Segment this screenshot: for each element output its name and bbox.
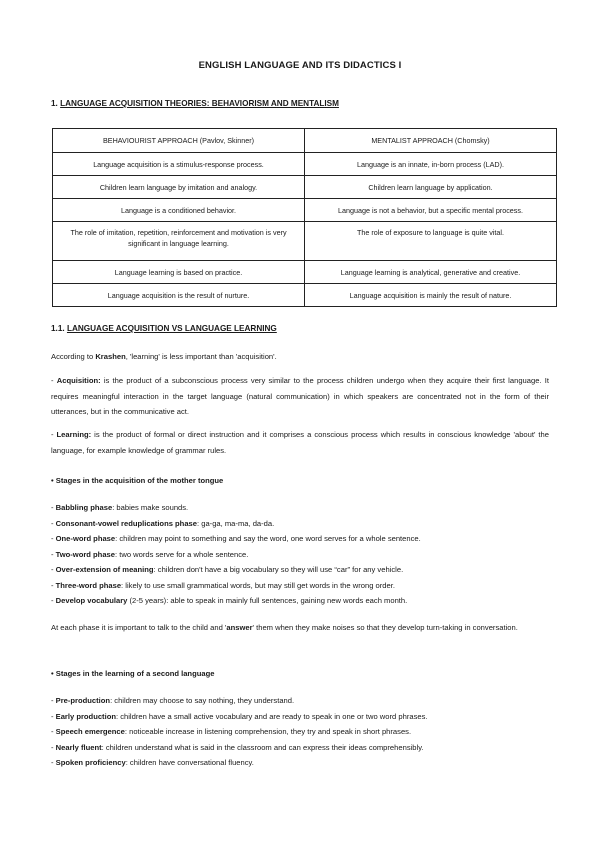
table-cell: Children learn language by imitation and analogy. (53, 176, 305, 199)
stages-mother-list (51, 500, 561, 609)
list-item: - Pre-production: children may choose to say nothing, they understand. (51, 696, 295, 705)
list-item: - Two-word phase: two words serve for a whole sentence. (51, 549, 249, 559)
table-cell: Language is an innate, in-born process (LAD). (305, 153, 557, 176)
list-item-text: (2-5 years): able to speak in mainly full sentences, gaining new words each month. (127, 596, 408, 605)
list-item-text: : children don't have a big vocabulary so they will use “car” for any vehicle. (153, 565, 404, 574)
table-row (53, 222, 557, 261)
comparison-table (52, 128, 557, 307)
list-item: - Early production: children have a small active vocabulary and are ready to speak in one or two word phrases. (51, 711, 428, 721)
list-item-term: Three-word phase (55, 580, 122, 590)
stages-second-list (51, 693, 561, 771)
table-cell: Language acquisition is a stimulus-response process. (53, 153, 305, 176)
list-item-term: Two-word phase (55, 549, 115, 559)
list-item-text: : ga-ga, ma-ma, da-da. (197, 518, 275, 528)
table-cell: Children learn language by application. (305, 176, 557, 199)
list-item-term: Nearly fluent (55, 742, 102, 752)
phase-note-paragraph (51, 620, 549, 636)
list-item: - Nearly fluent: children understand what is said in the classroom and can express their ideas comprehensibly. (51, 742, 424, 752)
list-item-text: : children understand what is said in the classroom and can express their ideas comprehensibly. (101, 742, 424, 752)
krashen-name: Krashen (95, 352, 126, 361)
table-cell: Language learning is based on practice. (53, 261, 305, 284)
list-item-term: Develop vocabulary (55, 596, 128, 605)
list-item-term: Early production (55, 711, 116, 721)
table-header-mentalist: MENTALIST APPROACH (Chomsky) (305, 129, 557, 153)
phase-note-bold: answer (226, 623, 253, 632)
table-cell: Language is a conditioned behavior. (53, 199, 305, 222)
list-item: - Over-extension of meaning: children don't have a big vocabulary so they will use “car” for any vehicle. (51, 565, 404, 574)
acquisition-paragraph (51, 373, 549, 420)
list-item-text: : children may choose to say nothing, they understand. (110, 696, 295, 705)
table-cell: Language acquisition is the result of nurture. (53, 284, 305, 307)
list-item-text: : children may point to something and say the word, one word serves for a whole sentence. (115, 534, 421, 543)
krashen-pre: According to (51, 352, 96, 361)
list-item: - Babbling phase: babies make sounds. (51, 503, 189, 512)
list-item-text: : noticeable increase in listening comprehension, they try and speak in short phrases. (124, 727, 412, 736)
learning-term: Learning: (56, 430, 92, 439)
section-1-heading (51, 99, 339, 108)
table-cell: Language acquisition is mainly the result of nature. (305, 284, 557, 307)
section-1-1-number: 1.1. (51, 324, 65, 333)
section-1-number: 1. (51, 99, 58, 108)
table-cell: The role of imitation, repetition, reinforcement and motivation is very significant in language learning. (53, 222, 305, 261)
acquisition-term: Acquisition: (56, 376, 101, 385)
list-item-term: Babbling phase (55, 503, 113, 512)
phase-note-pre: At each phase it is important to talk to the child and ' (51, 623, 227, 632)
stages-second-heading: • Stages in the learning of a second language (51, 669, 215, 678)
section-1-title: LANGUAGE ACQUISITION THEORIES: BEHAVIORISM AND MENTALISM (60, 99, 339, 108)
krashen-post: , 'learning' is less important than 'acquisition'. (125, 352, 277, 361)
list-item: - Three-word phase: likely to use small grammatical words, but may still get words in the wrong order. (51, 580, 395, 590)
acquisition-dash: - (51, 376, 57, 385)
list-item-term: Speech emergence (55, 727, 125, 736)
stages-mother-heading: • Stages in the acquisition of the mother tongue (51, 476, 224, 485)
section-1-1-heading (51, 324, 277, 333)
table-cell: Language is not a behavior, but a specific mental process. (305, 199, 557, 222)
phase-note-post: ' them when they make noises so that they develop turn-taking in conversation. (252, 623, 518, 632)
list-item-text: : children have a small active vocabulary and are ready to speak in one or two word phrases. (115, 711, 428, 721)
table-header-row (53, 129, 557, 153)
list-item: - Spoken proficiency: children have conversational fluency. (51, 758, 254, 767)
list-item-term: Spoken proficiency (55, 758, 126, 767)
table-row (53, 284, 557, 307)
table-cell: The role of exposure to language is quite vital. (305, 222, 557, 261)
list-item-text: : children have conversational fluency. (125, 758, 254, 767)
list-item-term: Pre-production (55, 696, 111, 705)
list-item: - Speech emergence: noticeable increase in listening comprehension, they try and speak in short phrases. (51, 727, 412, 736)
table-header-behaviourist: BEHAVIOURIST APPROACH (Pavlov, Skinner) (53, 129, 305, 153)
acquisition-text: is the product of a subconscious process very similar to the process children undergo when they acquire their first language. It requires meaningful interaction in the target language (natural communication) in which speakers are concentrated not in the form of their utterances, but in the communicative act. (51, 376, 549, 416)
learning-paragraph (51, 427, 549, 458)
section-1-1-title: LANGUAGE ACQUISITION VS LANGUAGE LEARNING (66, 324, 277, 333)
list-item-text: : two words serve for a whole sentence. (115, 549, 249, 559)
table-row (53, 153, 557, 176)
document-title: ENGLISH LANGUAGE AND ITS DIDACTICS I (198, 60, 402, 71)
table-row (53, 199, 557, 222)
learning-text: is the product of formal or direct instruction and it comprises a conscious process which results in conscious knowledge 'about' the language, for example knowledge of grammar rules. (51, 430, 549, 455)
list-item-term: Consonant-vowel reduplications phase (55, 518, 197, 528)
list-item-term: Over-extension of meaning (55, 565, 154, 574)
table-row (53, 176, 557, 199)
krashen-paragraph (51, 349, 549, 365)
table-row (53, 261, 557, 284)
list-item-term: One-word phase (55, 534, 116, 543)
learning-dash: - (51, 430, 57, 439)
list-item: - One-word phase: children may point to something and say the word, one word serves for a whole sentence. (51, 534, 421, 543)
list-item-text: : likely to use small grammatical words, but may still get words in the wrong order. (121, 580, 395, 590)
list-item: - Develop vocabulary (2-5 years): able to speak in mainly full sentences, gaining new words each month. (51, 596, 408, 605)
list-item-text: : babies make sounds. (112, 503, 189, 512)
list-item: - Consonant-vowel reduplications phase: ga-ga, ma-ma, da-da. (51, 518, 275, 528)
table-cell: Language learning is analytical, generative and creative. (305, 261, 557, 284)
